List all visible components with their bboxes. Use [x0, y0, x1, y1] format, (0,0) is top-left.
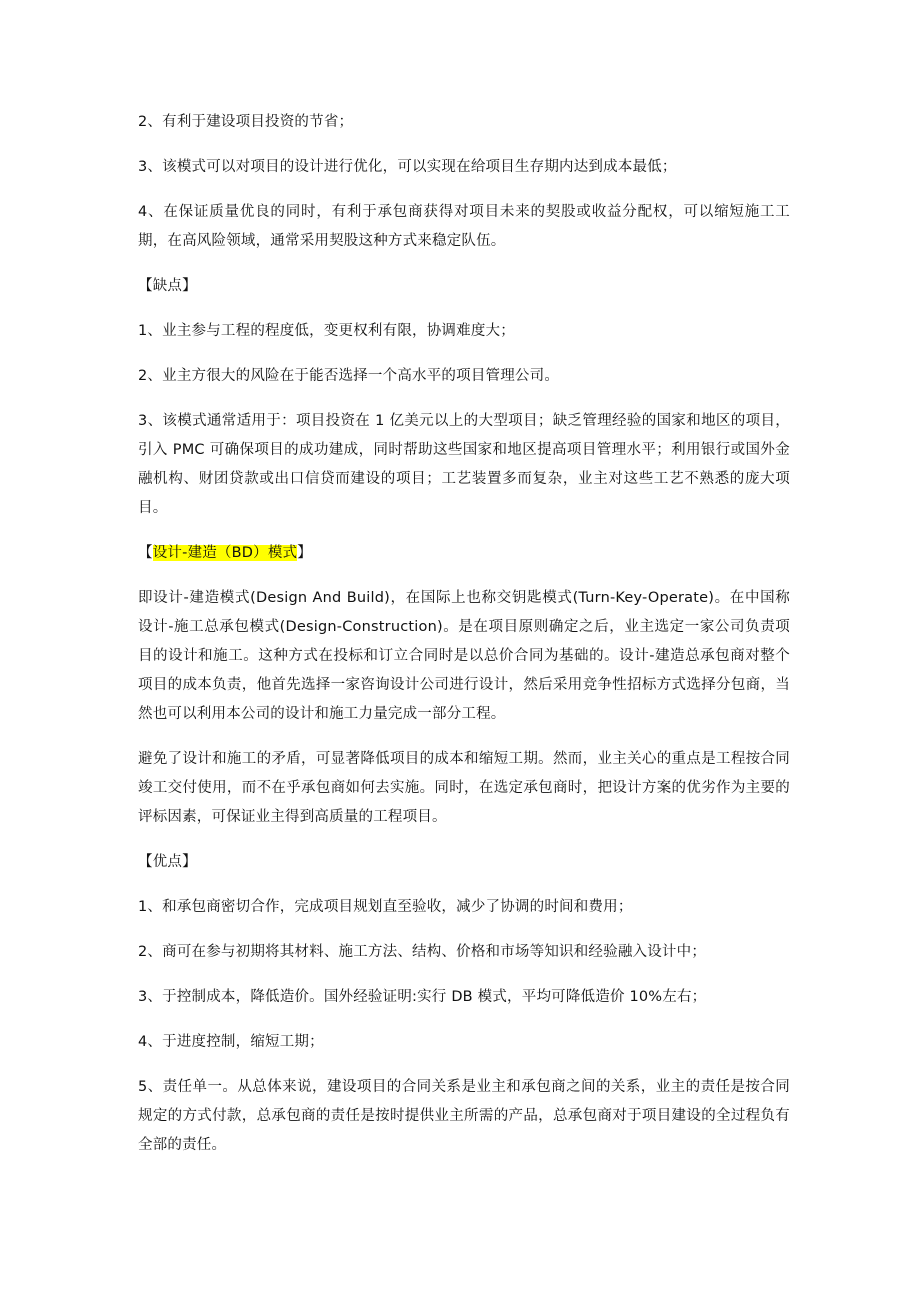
paragraph-disadvantage-1: 1、业主参与工程的程度低，变更权利有限，协调难度大； [138, 323, 515, 339]
paragraph-bd-advantage-3: 3、于控制成本，降低造价。国外经验证明:实行 DB 模式，平均可降低造价 10%左右； [138, 989, 707, 1005]
paragraph-bd-benefits: 避免了设计和施工的矛盾，可显著降低项目的成本和缩短工期。然而，业主关心的重点是工程按合同竣工交付使用，而不在乎承包商如何去实施。同时，在选定承包商时，把设计方案的优劣作为主要的评标因素，可保证业主得到高质量的工程项目。 [138, 751, 790, 825]
heading-design-build [138, 539, 790, 568]
paragraph-bd-definition: 即设计-建造模式(Design And Build)，在国际上也称交钥匙模式(Turn-Key-Operate)。在中国称设计-施工总承包模式(Design-Construction)。是在项目原则确定之后，业主选定一家公司负责项目的设计和施工。这种方式在投标和订立合同时是以总价合同为基础的。设计-建造总承包商对整个项目的成本负责，他首先选择一家咨询设计公司进行设计，然后采用竞争性招标方式选择分包商，当然也可以利用本公司的设计和施工力量完成一部分工程。 [138, 590, 790, 722]
paragraph-advantage-4: 4、在保证质量优良的同时，有利于承包商获得对项目未来的契股或收益分配权，可以缩短施工工期，在高风险领域，通常采用契股这种方式来稳定队伍。 [138, 204, 790, 249]
paragraph-bd-advantage-4: 4、于进度控制，缩短工期； [138, 1034, 324, 1050]
paragraph-bd-advantage-5: 5、责任单一。从总体来说，建设项目的合同关系是业主和承包商之间的关系，业主的责任是按合同规定的方式付款，总承包商的责任是按时提供业主所需的产品，总承包商对于项目建设的全过程负有全部的责任。 [138, 1079, 790, 1153]
heading-bracket-close: 】 [297, 545, 312, 561]
paragraph-advantage-3: 3、该模式可以对项目的设计进行优化，可以实现在给项目生存期内达到成本最低； [138, 159, 677, 175]
paragraph-advantage-2: 2、有利于建设项目投资的节省； [138, 114, 354, 130]
heading-highlight-text: 设计-建造（BD）模式 [152, 545, 298, 561]
document-body [138, 108, 790, 1176]
heading-advantages: 【优点】 [138, 854, 197, 870]
paragraph-bd-advantage-2: 2、商可在参与初期将其材料、施工方法、结构、价格和市场等知识和经验融入设计中； [138, 944, 707, 960]
heading-disadvantages: 【缺点】 [138, 278, 197, 294]
paragraph-disadvantage-2: 2、业主方很大的风险在于能否选择一个高水平的项目管理公司。 [138, 368, 560, 384]
paragraph-bd-advantage-1: 1、和承包商密切合作，完成项目规划直至验收，减少了协调的时间和费用； [138, 899, 633, 915]
heading-bracket-open: 【 [138, 545, 153, 561]
paragraph-disadvantage-3: 3、该模式通常适用于：项目投资在 1 亿美元以上的大型项目；缺乏管理经验的国家和地区的项目，引入 PMC 可确保项目的成功建成，同时帮助这些国家和地区提高项目管理水平；利用银行或国外金融机构、财团贷款或出口信贷而建设的项目；工艺装置多而复杂，业主对这些工艺不熟悉的庞大项目。 [138, 413, 790, 516]
